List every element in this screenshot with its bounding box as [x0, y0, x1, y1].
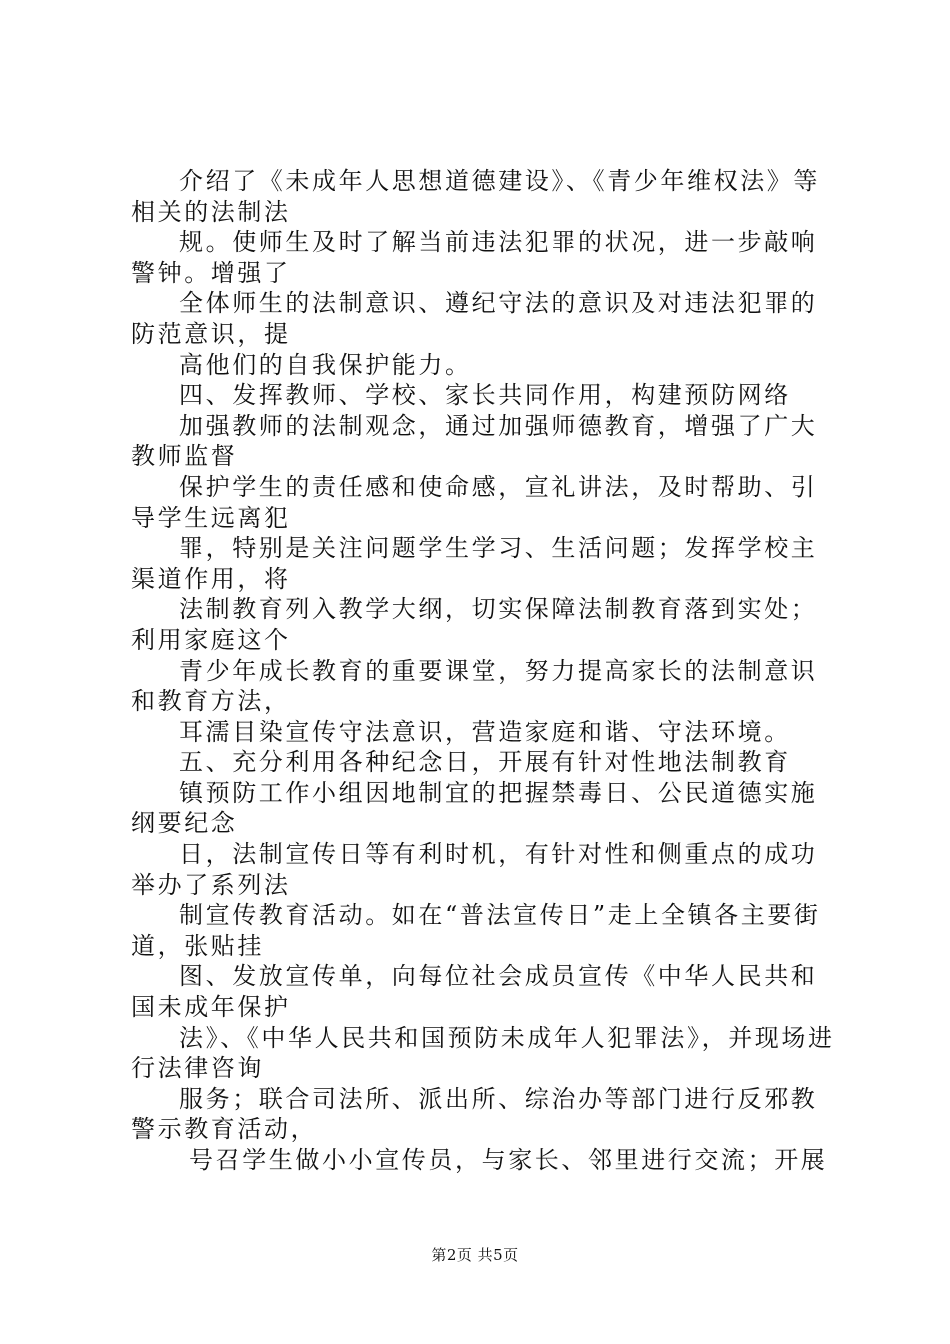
page-number-footer: 第2页 共5页	[431, 1246, 519, 1264]
paragraph: 服务；联合司法所、派出所、综治办等部门进行反邪教警示教育活动，	[131, 1084, 818, 1144]
paragraph: 介绍了《未成年人思想道德建设》、《青少年维权法》等相关的法制法	[131, 167, 820, 226]
paragraph: 法制教育列入教学大纲，切实保障法制教育落到实处；利用家庭这个	[131, 595, 818, 654]
paragraph: 全体师生的法制意识、遵纪守法的意识及对违法犯罪的防范意识，提	[131, 289, 818, 348]
paragraph: 加强教师的法制观念，通过加强师德教育，增强了广大教师监督	[131, 411, 818, 471]
section-heading: 四、发挥教师、学校、家长共同作用，构建预防网络	[179, 381, 791, 410]
paragraph: 图、发放宣传单，向每位社会成员宣传《中华人民共和国未成年保护	[131, 962, 818, 1022]
paragraph: 规。使师生及时了解当前违法犯罪的状况，进一步敲响警钟。增强了	[131, 228, 818, 287]
document-body	[131, 166, 836, 1176]
paragraph: 青少年成长教育的重要课堂，努力提高家长的法制意识和教育方法，	[131, 656, 818, 716]
paragraph: 制宣传教育活动。如在“普法宣传日”走上全镇各主要街道，张贴挂	[131, 901, 821, 960]
paragraph: 高他们的自我保护能力。	[179, 350, 472, 379]
paragraph: 镇预防工作小组因地制宜的把握禁毒日、公民道德实施纲要纪念	[131, 778, 818, 838]
paragraph: 法》、《中华人民共和国预防未成年人犯罪法》，并现场进行法律咨询	[131, 1023, 835, 1083]
paragraph: 保护学生的责任感和使命感，宣礼讲法，及时帮助、引导学生远离犯	[131, 472, 818, 532]
section-heading: 五、充分利用各种纪念日，开展有针对性地法制教育	[179, 748, 791, 777]
paragraph: 日，法制宣传日等有利时机，有针对性和侧重点的成功举办了系列法	[131, 840, 818, 899]
paragraph: 罪，特别是关注问题学生学习、生活问题；发挥学校主渠道作用，将	[131, 534, 818, 593]
paragraph: 耳濡目染宣传守法意识，营造家庭和谐、守法环境。	[179, 717, 791, 746]
paragraph: 号召学生做小小宣传员，与家长、邻里进行交流；开展	[189, 1146, 828, 1174]
